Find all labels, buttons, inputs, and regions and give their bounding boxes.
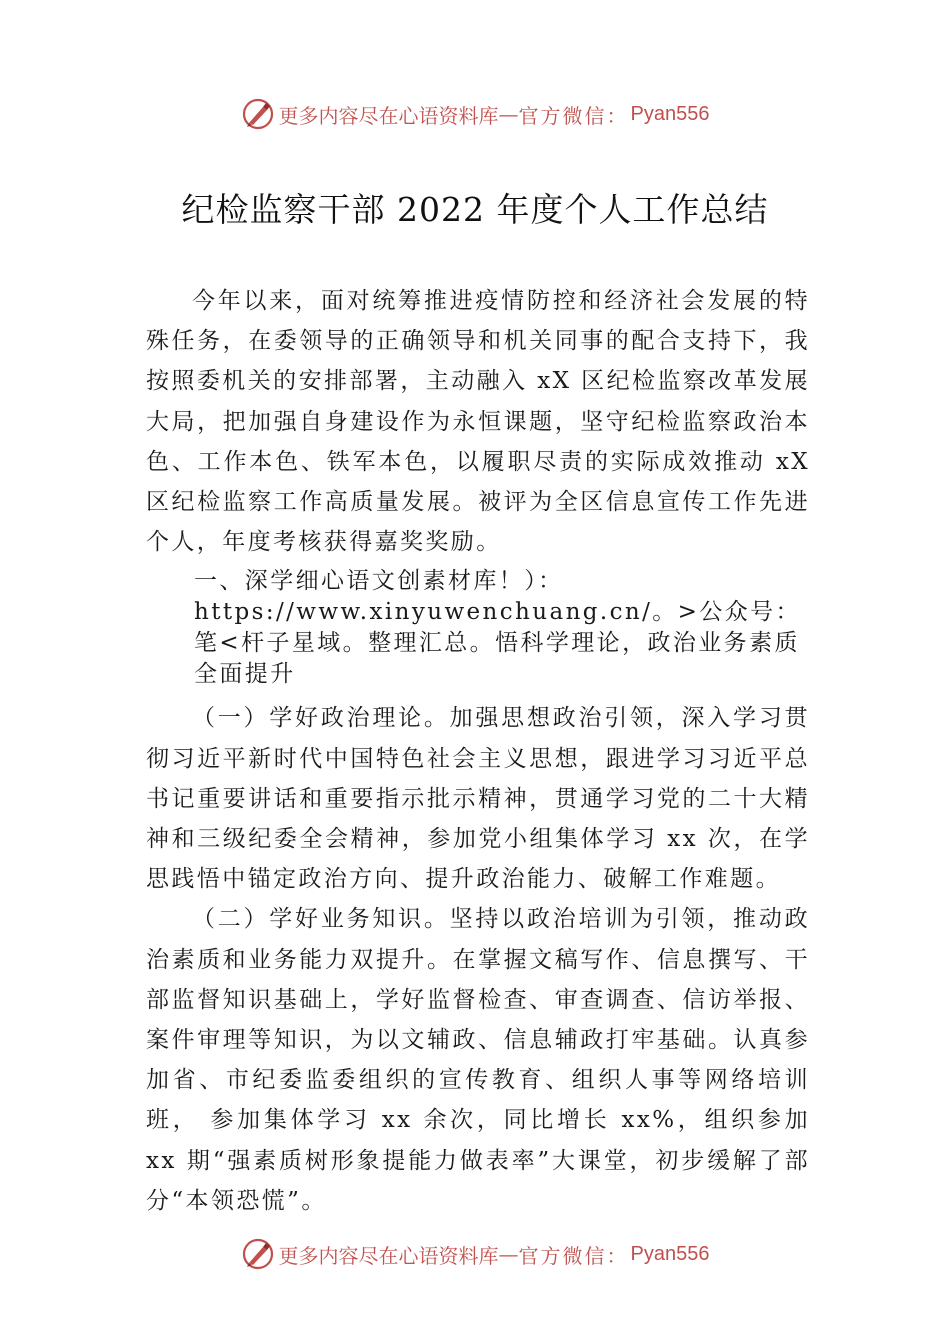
watermark-header [0, 92, 950, 136]
watermark-wechat-label: 官方微信： [518, 103, 629, 128]
paragraph-business-knowledge: （二）学好业务知识。坚持以政治培训为引领，推动政治素质和业务能力双提升。在掌握文稿写作、信息撰写、干部监督知识基础上，学好监督检查、审查调查、信访举报、 案件审理等知识，为以文辅政、信息辅政打牢基础。认真参加省、市纪委监委组织的宣传教育、组织人事等网络培训班， 参加集体学习 xx 余次，同比增长 xx%，组织参加 xx 期“强素质树形象提能力做表率”大课堂，初步缓解了部分“本领恐慌”。 [146, 906, 810, 1214]
paragraph-political-theory: （一）学好政治理论。加强思想政治引领，深入学习贯彻习近平新时代中国特色社会主义思想，跟进学习习近平总书记重要讲话和重要指示批示精神，贯通学习党的二十大精神和三级纪委全会精神，参加党小组集体学习 xx 次，在学思践悟中锚定政治方向、提升政治能力、破解工作难题。 [146, 705, 810, 893]
watermark-wechat-label: 官方微信： [518, 1243, 629, 1268]
watermark-separator: — [498, 102, 519, 126]
watermark-footer [0, 1232, 950, 1276]
watermark-separator: — [498, 1242, 519, 1266]
document-body [146, 281, 810, 1221]
pen-logo-icon [241, 97, 275, 131]
watermark-brand: 更多内容尽在心语资料库 [278, 103, 499, 128]
document-title: 纪检监察干部 2022 年度个人工作总结 [181, 190, 769, 229]
watermark-brand: 更多内容尽在心语资料库 [278, 1243, 499, 1268]
watermark-wechat-id: Pyan556 [630, 1242, 710, 1265]
watermark-wechat-id: Pyan556 [630, 102, 710, 125]
pen-logo-icon [241, 1237, 275, 1271]
section-heading-1: 一、深学细心语文创素材库！）：https://www.xinyuwenchuang.cn/。>公众号：笔<杆子星域。整理汇总。悟科学理论，政治业务素质全面提升 [194, 568, 801, 688]
paragraph-intro: 今年以来，面对统筹推进疫情防控和经济社会发展的特殊任务，在委领导的正确领导和机关同事的配合支持下，我按照委机关的安排部署，主动融入 xX 区纪检监察改革发展大局，把加强自身建设作为永恒课题，坚守纪检监察政治本色、工作本色、铁军本色，以履职尽责的实际成效推动 xX 区纪检监察工作高质量发展。被评为全区信息宣传工作先进个人，年度考核获得嘉奖奖励。 [146, 288, 810, 556]
